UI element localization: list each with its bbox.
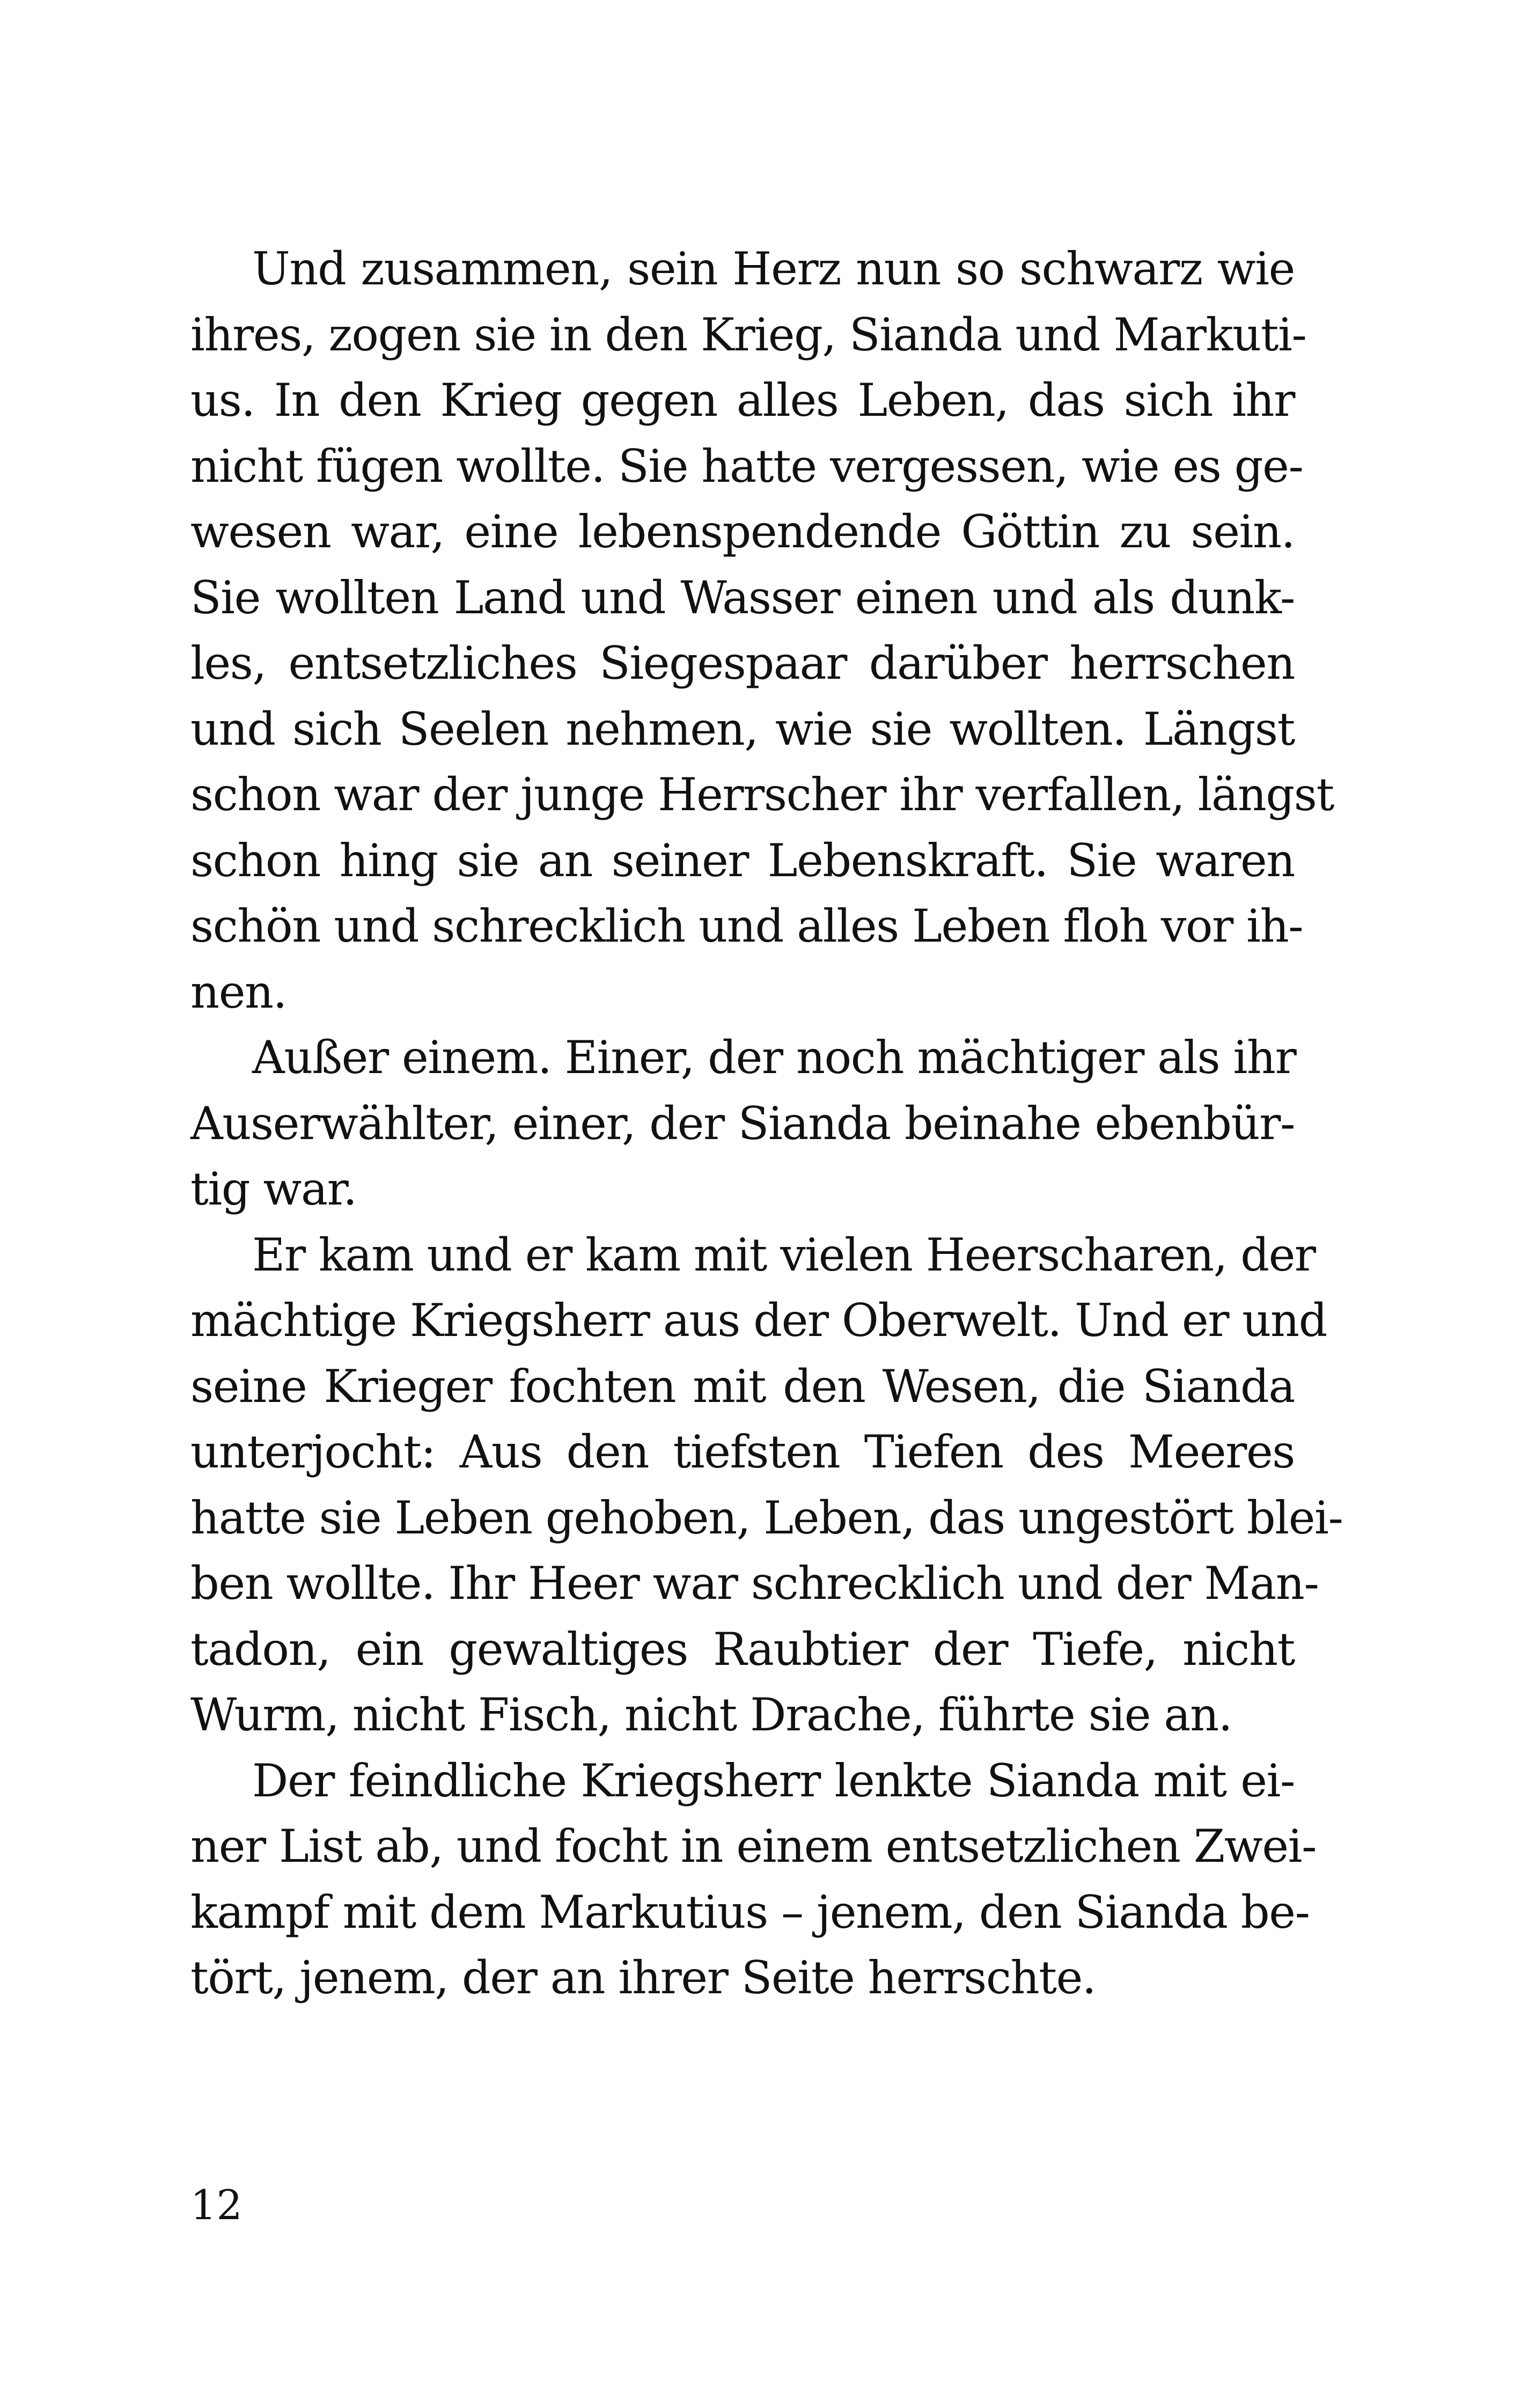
paragraph-1	[190, 236, 1334, 1025]
text-line: nicht fügen wollte. Sie hatte vergessen, wie es ge-	[190, 439, 1303, 493]
text-line: ihres, zogen sie in den Krieg, Sianda und Markuti-	[190, 308, 1306, 361]
text-line: Wurm, nicht Fisch, nicht Drache, führte sie an.	[190, 1688, 1232, 1741]
page-number: 12	[190, 2181, 243, 2229]
text-line: Auserwählter, einer, der Sianda beinahe ebenbür-	[190, 1097, 1295, 1150]
body-text	[190, 236, 1343, 2011]
text-line: Er kam und er kam mit vielen Heerscharen, der	[252, 1228, 1316, 1281]
text-line: us. In den Krieg gegen alles Leben, das sich ihr	[190, 374, 1295, 427]
text-line: unterjocht: Aus den tiefsten Tiefen des Meeres	[190, 1426, 1295, 1478]
text-line: ner List ab, und focht in einem entsetzlichen Zwei-	[190, 1820, 1317, 1873]
text-line: tört, jenem, der an ihrer Seite herrschte.	[190, 1951, 1096, 2004]
text-line: kampf mit dem Markutius – jenem, den Sianda be-	[190, 1885, 1310, 1939]
text-line: schon war der junge Herrscher ihr verfallen, längst	[190, 768, 1334, 821]
paragraph-3	[190, 1222, 1343, 1748]
text-line: Sie wollten Land und Wasser einen und als dunk-	[190, 571, 1295, 624]
paragraph-4	[190, 1748, 1317, 2011]
text-line: hatte sie Leben gehoben, Leben, das ungestört blei-	[190, 1491, 1343, 1544]
text-line: mächtige Kriegsherr aus der Oberwelt. Und er und	[190, 1294, 1327, 1347]
text-line: nen.	[190, 965, 287, 1018]
text-line: Außer einem. Einer, der noch mächtiger als ihr	[252, 1031, 1296, 1084]
text-line: tadon, ein gewaltiges Raubtier der Tiefe, nicht	[190, 1623, 1295, 1676]
text-line: wesen war, eine lebenspendende Göttin zu sein.	[190, 505, 1295, 558]
text-line: ben wollte. Ihr Heer war schrecklich und der Man-	[190, 1557, 1319, 1610]
text-line: seine Krieger fochten mit den Wesen, die Sianda	[190, 1360, 1295, 1413]
paragraph-2	[190, 1025, 1295, 1222]
text-line: schön und schrecklich und alles Leben floh vor ih-	[190, 900, 1303, 952]
text-line: schon hing sie an seiner Lebenskraft. Sie waren	[190, 834, 1295, 887]
text-line: les, entsetzliches Siegespaar darüber herrschen	[190, 637, 1295, 689]
text-line: Der feindliche Kriegsherr lenkte Sianda mit ei-	[252, 1754, 1295, 1807]
text-line: Und zusammen, sein Herz nun so schwarz wie	[252, 243, 1295, 295]
text-line: tig war.	[190, 1163, 357, 1215]
text-line: und sich Seelen nehmen, wie sie wollten. Längst	[190, 702, 1295, 755]
